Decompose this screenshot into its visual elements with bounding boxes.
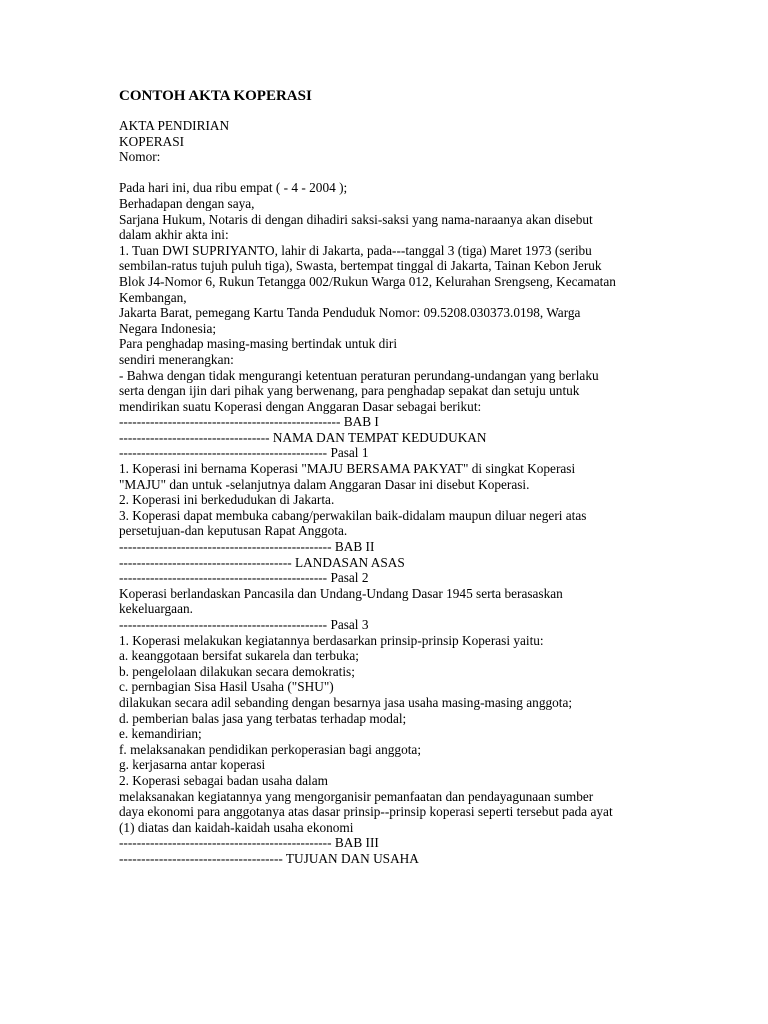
body-line: 1. Koperasi ini bernama Koperasi "MAJU BERSAMA PAKYAT" di singkat Koperasi xyxy=(119,461,576,477)
body-line: 1. Koperasi melakukan kegiatannya berdasarkan prinsip-prinsip Koperasi yaitu: xyxy=(119,632,544,648)
body-line: daya ekonomi para anggotanya atas dasar prinsip--prinsip koperasi seperti tersebut pada ayat xyxy=(119,804,613,820)
body-line: Para penghadap masing-masing bertindak untuk diri xyxy=(119,336,398,352)
body-line: dalam akhir akta ini: xyxy=(119,227,229,243)
body-line: Blok J4-Nomor 6, Rukun Tetangga 002/Rukun Warga 012, Kelurahan Srengseng, Kecamatan xyxy=(119,273,616,289)
section-heading-bab-1: -------------------------------------------------- BAB I xyxy=(119,414,379,430)
section-heading-pasal-3: ----------------------------------------------- Pasal 3 xyxy=(119,617,369,632)
section-heading-bab-2: ------------------------------------------------ BAB II xyxy=(119,539,375,555)
body-line: 1. Tuan DWI SUPRIYANTO, lahir di Jakarta, pada---tanggal 3 (tiga) Maret 1973 (seribu xyxy=(119,242,592,258)
body-line: f. melaksanakan pendidikan perkoperasian bagi anggota; xyxy=(119,741,422,757)
body-line: 2. Koperasi sebagai badan usaha dalam xyxy=(119,772,328,788)
body-line: Pada hari ini, dua ribu empat ( - 4 - 2004 ); xyxy=(119,180,348,196)
body-line: e. kemandirian; xyxy=(119,726,202,742)
body-line: sembilan-ratus tujuh puluh tiga), Swasta, bertempat tinggal di Jakarta, Tainan Kebon Jeruk xyxy=(119,258,602,274)
body-line: 3. Koperasi dapat membuka cabang/perwakilan baik-didalam maupun diluar negeri atas xyxy=(119,507,587,523)
header-line-koperasi: KOPERASI xyxy=(119,133,185,149)
body-line: sendiri menerangkan: xyxy=(119,351,234,367)
body-line: Negara Indonesia; xyxy=(119,320,217,336)
body-line: a. keanggotaan bersifat sukarela dan terbuka; xyxy=(119,648,359,664)
body-line: Kembangan, xyxy=(119,289,187,305)
body-line: Jakarta Barat, pemegang Kartu Tanda Penduduk Nomor: 09.5208.030373.0198, Warga xyxy=(119,305,581,321)
body-line: "MAJU" dan untuk -selanjutnya dalam Anggaran Dasar ini disebut Koperasi. xyxy=(119,476,530,492)
header-line-akta-pendirian: AKTA PENDIRIAN xyxy=(119,118,230,133)
section-heading-nama-dan-tempat-kedudukan: ---------------------------------- NAMA DAN TEMPAT KEDUDUKAN xyxy=(119,429,487,445)
body-line: c. pernbagian Sisa Hasil Usaha ("SHU") xyxy=(119,679,334,695)
section-heading-landasan-asas: --------------------------------------- LANDASAN ASAS xyxy=(119,554,405,570)
section-heading-bab-3: ------------------------------------------------ BAB III xyxy=(119,835,379,851)
body-line: - Bahwa dengan tidak mengurangi ketentuan peraturan perundang-undangan yang berlaku xyxy=(119,367,599,383)
body-line: Koperasi berlandaskan Pancasila dan Undang-Undang Dasar 1945 serta berasaskan xyxy=(119,585,563,601)
body-line: serta dengan ijin dari pihak yang berwenang, para penghadap sepakat dan setuju untuk xyxy=(119,383,580,399)
body-line: 2. Koperasi ini berkedudukan di Jakarta. xyxy=(119,492,335,508)
body-line: dilakukan secara adil sebanding dengan besarnya jasa usaha masing-masing anggota; xyxy=(119,694,573,710)
body-line: kekeluargaan. xyxy=(119,601,193,617)
section-heading-tujuan-dan-usaha: ------------------------------------- TUJUAN DAN USAHA xyxy=(119,850,419,866)
body-line: melaksanakan kegiatannya yang mengorganisir pemanfaatan dan pendayagunaan sumber xyxy=(119,788,594,804)
blank-line xyxy=(119,165,659,181)
body-line: mendirikan suatu Koperasi dengan Anggaran Dasar sebagai berikut: xyxy=(119,398,482,414)
body-line: g. kerjasarna antar koperasi xyxy=(119,757,266,773)
document-title: CONTOH AKTA KOPERASI xyxy=(119,88,312,104)
document-content xyxy=(119,87,659,867)
body-line: Berhadapan dengan saya, xyxy=(119,195,255,211)
body-line: d. pemberian balas jasa yang terbatas terhadap modal; xyxy=(119,710,407,726)
body-line: (1) diatas dan kaidah-kaidah usaha ekonomi xyxy=(119,819,354,835)
section-heading-pasal-2: ----------------------------------------------- Pasal 2 xyxy=(119,570,369,586)
body-line: b. pengelolaan dilakukan secara demokratis; xyxy=(119,663,355,679)
section-heading-pasal-1: ----------------------------------------------- Pasal 1 xyxy=(119,445,369,461)
header-line-nomor: Nomor: xyxy=(119,149,161,165)
body-line: persetujuan-dan keputusan Rapat Anggota. xyxy=(119,523,348,539)
body-line: Sarjana Hukum, Notaris di dengan dihadiri saksi-saksi yang nama-naraanya akan disebut xyxy=(119,211,593,227)
